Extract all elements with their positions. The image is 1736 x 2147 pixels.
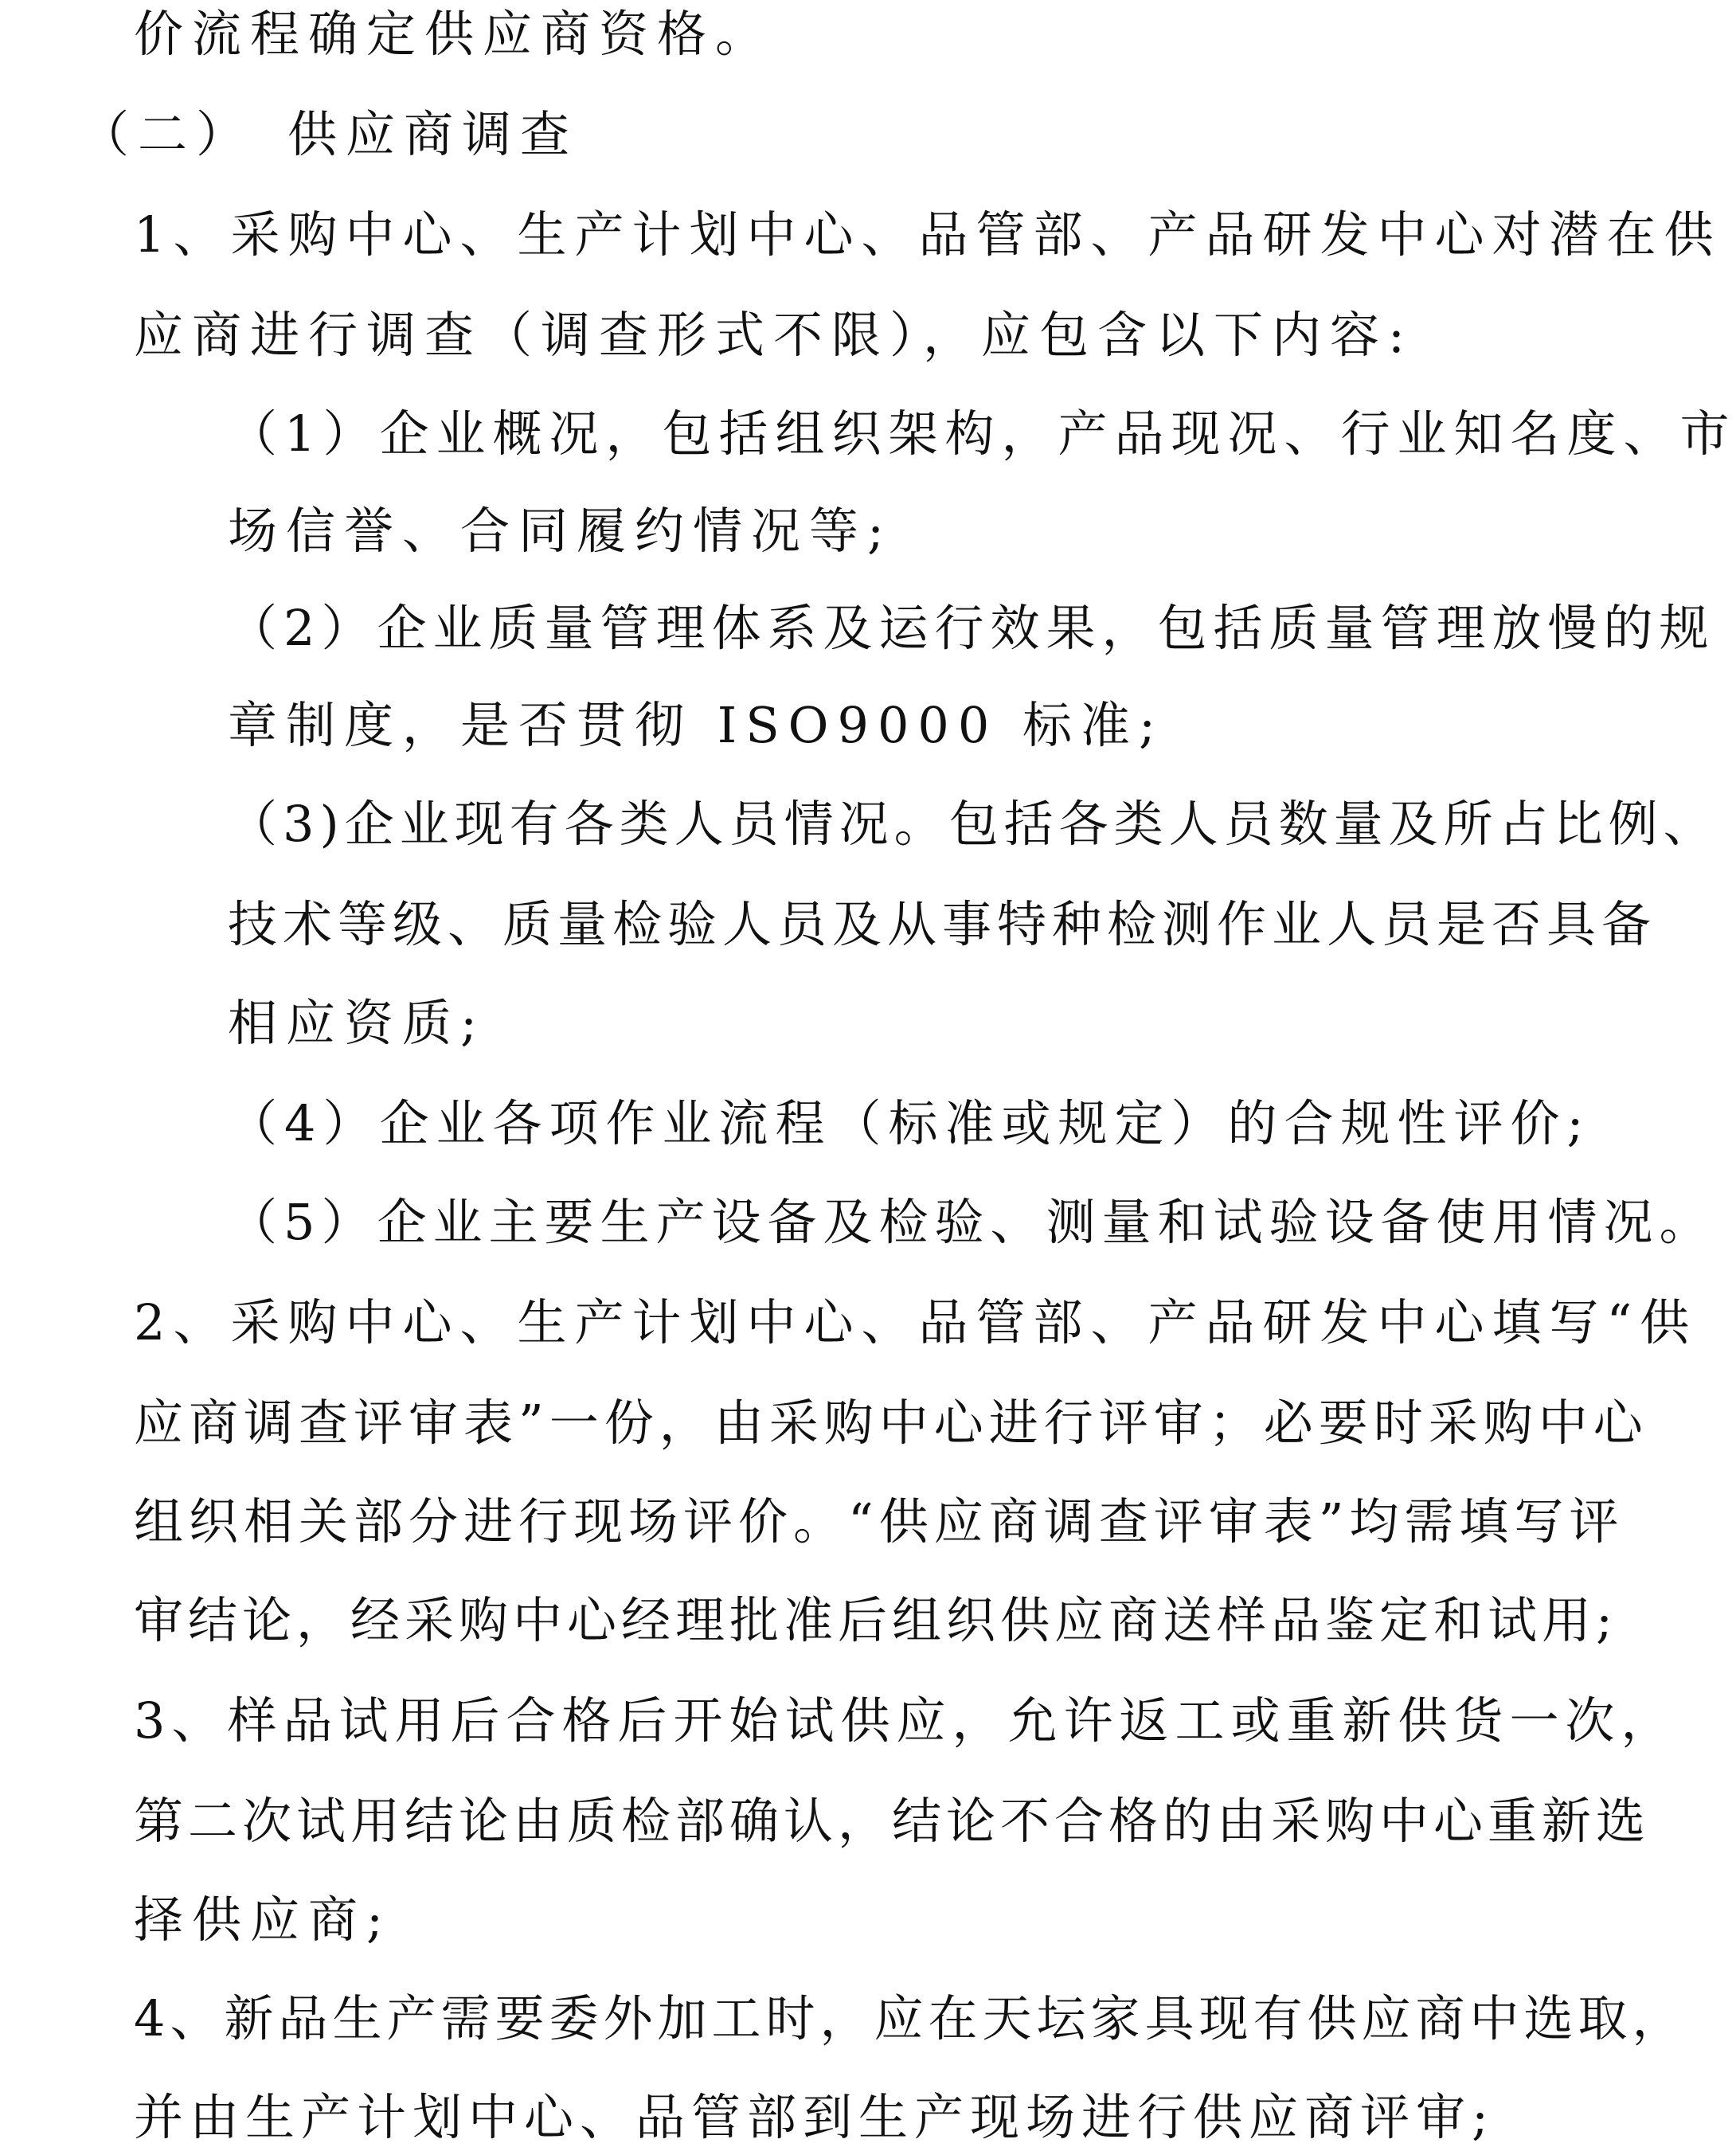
text-line-9: （3)企业现有各类人员情况。包括各类人员数量及所占比例、 (228, 795, 1718, 853)
text-line-4: 应商进行调查（调查形式不限），应包含以下内容: (134, 306, 1413, 364)
section-heading: （二） 供应商调查 (80, 105, 579, 163)
text-line-13: （5）企业主要生产设备及检验、测量和试验设备使用情况。 (228, 1193, 1715, 1251)
text-line-3: 1、采购中心、生产计划中心、品管部、产品研发中心对潜在供 (134, 205, 1722, 264)
text-line-10: 技术等级、质量检验人员及从事特种检测作业人员是否具备 (228, 895, 1657, 953)
text-line-14: 2、采购中心、生产计划中心、品管部、产品研发中心填写“供 (134, 1293, 1698, 1351)
text-line-1: 价流程确定供应商资格。 (134, 5, 774, 63)
text-line-19: 第二次试用结论由质检部确认，结论不合格的由采购中心重新选 (134, 1792, 1651, 1850)
text-line-20: 择供应商; (134, 1891, 392, 1949)
text-line-15: 应商调查评审表”一份，由采购中心进行评审；必要时采购中心 (134, 1394, 1648, 1452)
text-line-22: 并由生产计划中心、品管部到生产现场进行供应商评审; (134, 2088, 1495, 2146)
text-line-11: 相应资质; (228, 994, 486, 1052)
text-line-12: （4）企业各项作业流程（标准或规定）的合规性评价; (228, 1094, 1591, 1152)
text-line-16: 组织相关部分进行现场评价。“供应商调查评审表”均需填写评 (134, 1492, 1625, 1551)
text-line-7: （2）企业质量管理体系及运行效果，包括质量管理放慢的规 (228, 599, 1715, 657)
text-line-6: 场信誉、合同履约情况等; (228, 502, 893, 560)
text-line-5: （1）企业概况，包括组织架构，产品现况、行业知名度、市 (228, 405, 1736, 463)
text-line-21: 4、新品生产需要委外加工时，应在天坛家具现有供应商中选取， (134, 1989, 1687, 2047)
text-line-17: 审结论，经采购中心经理批准后组织供应商送样品鉴定和试用; (134, 1591, 1617, 1649)
text-line-18: 3、样品试用后合格后开始试供应，允许返工或重新供货一次， (134, 1691, 1677, 1750)
text-line-8: 章制度，是否贯彻 ISO9000 标准; (228, 696, 1164, 754)
